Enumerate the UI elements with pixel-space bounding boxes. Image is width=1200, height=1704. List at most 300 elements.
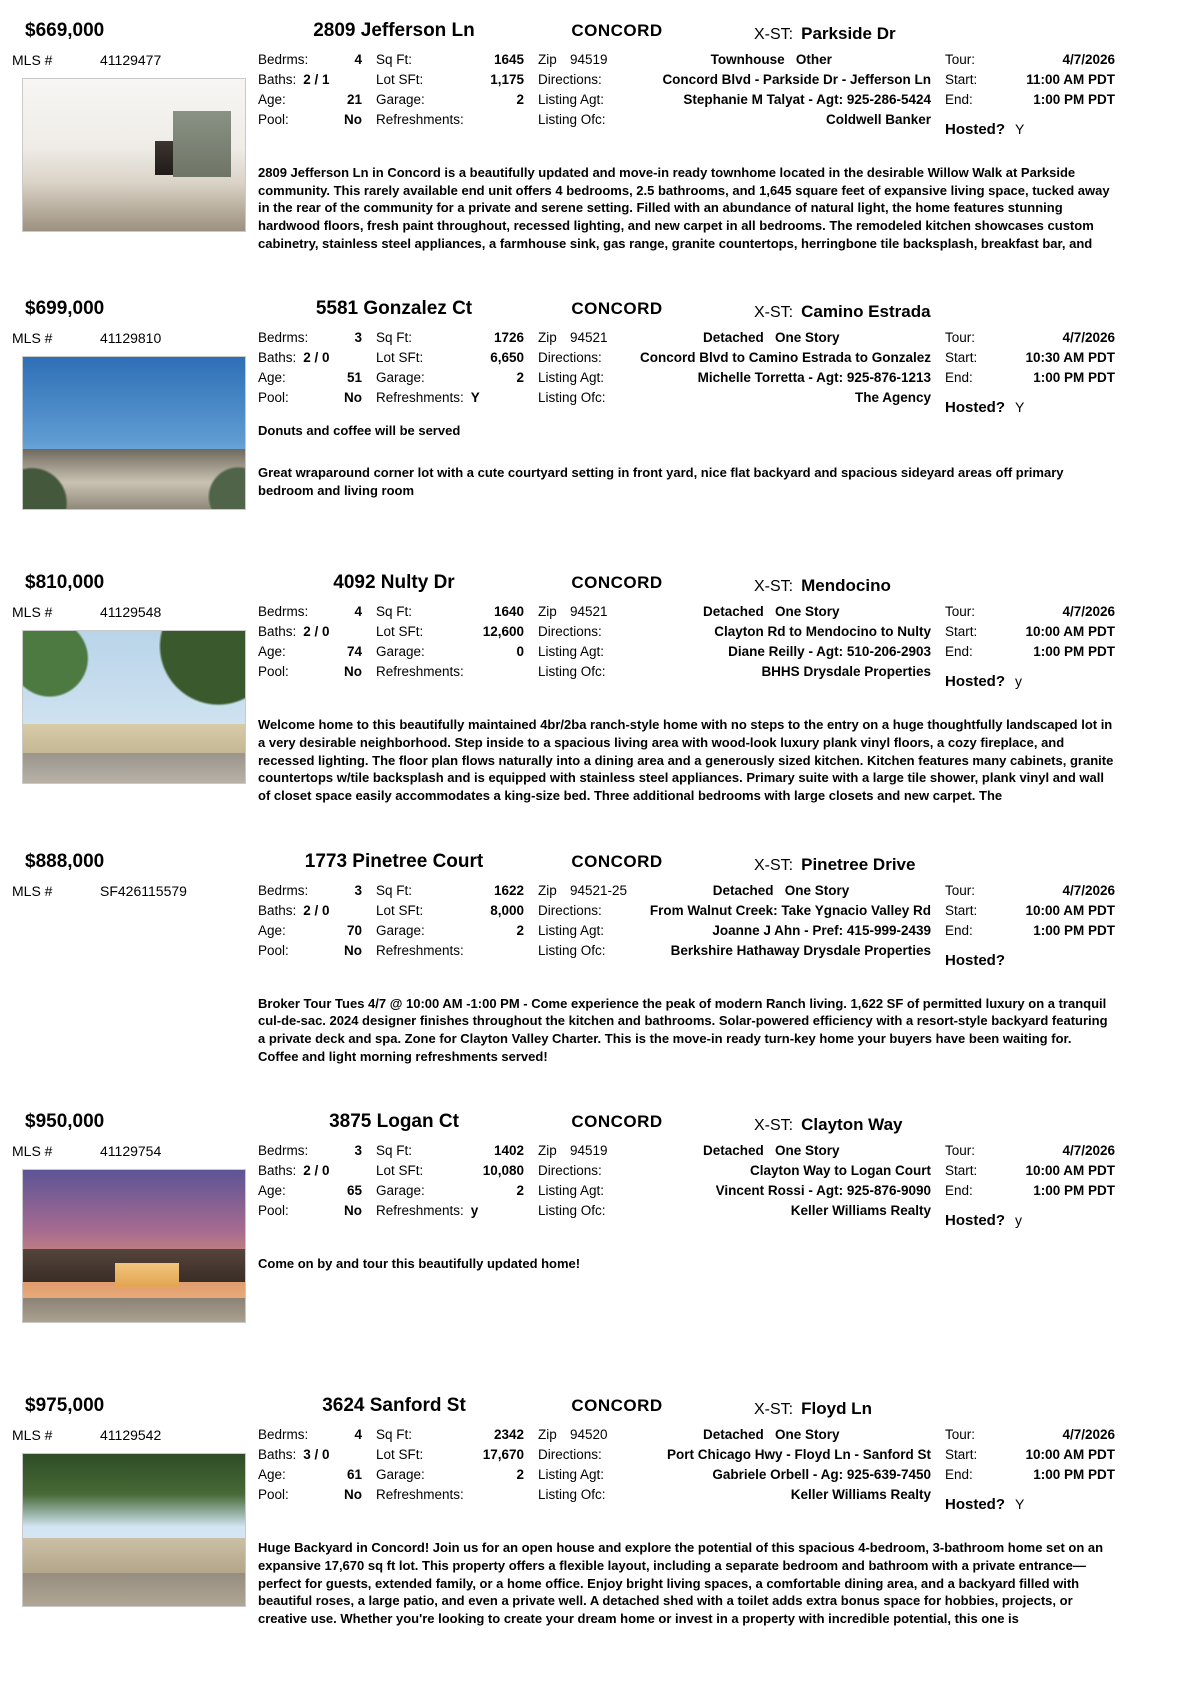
- directions-value: Clayton Way to Logan Court: [750, 1163, 931, 1179]
- listing-left-column: [12, 330, 258, 510]
- directions-label: Directions:: [538, 72, 602, 87]
- end-time-field: [945, 370, 1115, 385]
- zip-value: 94521: [570, 604, 608, 620]
- listing-body: [12, 604, 1115, 804]
- end-time-value: 1:00 PM PDT: [1033, 1467, 1115, 1483]
- refreshments-field: [376, 1487, 524, 1513]
- mls-number: 41129810: [100, 330, 162, 347]
- lot-sqft-value: 12,600: [482, 624, 524, 640]
- tour-date-field: [945, 883, 1115, 898]
- listing-office-label: Listing Ofc:: [538, 1487, 606, 1503]
- zip-label: Zip: [538, 52, 557, 67]
- property-photo: [22, 630, 246, 784]
- listing-details: [258, 1427, 1115, 1513]
- tour-date-field: [945, 1143, 1115, 1158]
- mls-label: MLS #: [12, 604, 53, 621]
- bedrooms-value: 4: [354, 1427, 362, 1443]
- property-photo: [22, 356, 246, 510]
- hosted-label: Hosted?: [945, 951, 1005, 969]
- sqft-field: [376, 1143, 524, 1158]
- listing-left-column: [12, 1427, 258, 1607]
- baths-value: 2 / 0: [303, 1163, 330, 1179]
- bedrooms-value: 4: [354, 604, 362, 620]
- end-time-value: 1:00 PM PDT: [1033, 92, 1115, 107]
- listing-office-label: Listing Ofc:: [538, 942, 606, 958]
- start-time-value: 10:00 AM PDT: [1025, 1163, 1115, 1179]
- mls-number: 41129542: [100, 1427, 162, 1444]
- property-photo: [22, 1453, 246, 1607]
- refreshments-label: Refreshments:: [376, 112, 464, 127]
- pool-field: [258, 1203, 362, 1229]
- listing-card: [12, 1395, 1115, 1627]
- baths-label: Baths:: [258, 624, 297, 640]
- age-label: Age:: [258, 1183, 286, 1199]
- refreshments-field: [376, 1203, 524, 1229]
- listing-price: $810,000: [25, 572, 105, 594]
- garage-field: [376, 644, 524, 659]
- pool-value: No: [344, 1487, 362, 1503]
- bedrooms-label: Bedrms:: [258, 330, 309, 346]
- lot-sqft-label: Lot SFt:: [376, 72, 424, 87]
- garage-field: [376, 1467, 524, 1482]
- sqft-value: 1645: [493, 52, 524, 67]
- start-time-value: 10:00 AM PDT: [1025, 1447, 1115, 1463]
- listing-agent-value: Vincent Rossi - Agt: 925-876-9090: [715, 1183, 931, 1199]
- directions-field: [538, 1447, 931, 1462]
- listing-left-column: [12, 52, 258, 232]
- listing-agent-field: [538, 923, 931, 938]
- listing-body: [12, 1143, 1115, 1323]
- mls-number: 41129548: [100, 604, 162, 621]
- end-label: End:: [945, 370, 973, 386]
- listing-right-column: [258, 604, 1115, 804]
- cross-street-label: X-ST:: [754, 1117, 794, 1135]
- hosted-field: [945, 121, 1115, 138]
- listing-agent-field: [538, 644, 931, 659]
- end-time-field: [945, 1467, 1115, 1482]
- tour-date-field: [945, 52, 1115, 67]
- listing-agent-field: [538, 370, 931, 385]
- listing-agent-value: Diane Reilly - Agt: 510-206-2903: [728, 644, 931, 660]
- end-time-field: [945, 923, 1115, 938]
- listing-right-column: [258, 52, 1115, 252]
- baths-value: 2 / 0: [303, 902, 330, 918]
- cross-street-label: X-ST:: [754, 578, 794, 596]
- zip-type-field: [538, 1427, 931, 1442]
- listing-price: $669,000: [25, 20, 105, 41]
- garage-label: Garage:: [376, 370, 425, 386]
- garage-value: 2: [516, 1467, 524, 1483]
- garage-label: Garage:: [376, 922, 425, 938]
- start-time-field: [945, 72, 1115, 87]
- cross-street-value: Clayton Way: [801, 1115, 903, 1135]
- baths-label: Baths:: [258, 1163, 297, 1179]
- cross-street-label: X-ST:: [754, 26, 794, 43]
- pool-value: No: [344, 390, 362, 406]
- tour-date-value: 4/7/2026: [1062, 604, 1115, 620]
- cross-street-label: X-ST:: [754, 304, 794, 322]
- mls-number: 41129477: [100, 52, 162, 68]
- start-label: Start:: [945, 1163, 978, 1179]
- listing-description: Come on by and tour this beautifully updated home!: [258, 1256, 581, 1272]
- baths-value: 3 / 0: [303, 1447, 330, 1463]
- listing-office-field: [538, 390, 931, 416]
- bedrooms-field: [258, 1143, 362, 1158]
- bedrooms-label: Bedrms:: [258, 1427, 309, 1443]
- listing-details: [258, 883, 1115, 969]
- sqft-field: [376, 330, 524, 345]
- listing-right-column: [258, 1143, 1115, 1273]
- directions-label: Directions:: [538, 350, 602, 366]
- listing-header: [12, 1111, 1115, 1133]
- end-label: End:: [945, 92, 973, 107]
- mls-label: MLS #: [12, 52, 53, 68]
- listing-agent-field: [538, 1183, 931, 1198]
- mls-row: [12, 52, 258, 68]
- sqft-label: Sq Ft:: [376, 882, 413, 898]
- cross-street-label: X-ST:: [754, 856, 794, 874]
- garage-value: 2: [516, 1183, 524, 1199]
- age-field: [258, 1183, 362, 1198]
- listing-city: CONCORD: [571, 1112, 663, 1132]
- garage-value: 0: [516, 644, 524, 660]
- directions-field: [538, 72, 931, 87]
- age-value: 74: [346, 644, 362, 660]
- garage-field: [376, 370, 524, 385]
- hosted-label: Hosted?: [945, 1212, 1005, 1230]
- property-photo: [22, 1169, 246, 1323]
- tour-date-value: 4/7/2026: [1062, 1427, 1115, 1443]
- listing-header: [12, 1395, 1115, 1417]
- listing-left-column: [12, 1143, 258, 1323]
- listing-right-column: [258, 330, 1115, 499]
- listing-city: CONCORD: [571, 851, 663, 871]
- listing-agent-field: [538, 1467, 931, 1482]
- property-type: Detached One Story: [703, 330, 840, 346]
- cross-street: [692, 302, 1115, 322]
- listing-office-value: Coldwell Banker: [825, 112, 931, 127]
- tour-label: Tour:: [945, 1143, 976, 1159]
- zip-value: 94521: [570, 330, 608, 346]
- listing-address: 1773 Pinetree Court: [304, 850, 484, 872]
- sqft-field: [376, 52, 524, 67]
- tour-label: Tour:: [945, 52, 976, 67]
- tour-date-field: [945, 1427, 1115, 1442]
- listing-body: [12, 1427, 1115, 1627]
- garage-value: 2: [516, 370, 524, 386]
- listing-description: 2809 Jefferson Ln in Concord is a beautifully updated and move-in ready townhome located in the desirable Willow Walk at Parkside community. This rarely available end unit offers 4 bedrooms, 2.5 bathrooms, and 1,645 square feet of expansive living space, tucked away in the rear of the community for a private and serene setting. Filled with an abundance of natural light, the home features stunning hardwood floors, fresh paint throughout, recessed lighting, and new carpet in all bedrooms. The remodeled kitchen showcases custom cabinetry, stainless steel appliances, a farmhouse sink, gas range, granite countertops, herringbone tile backsplash, breakfast bar, and: [258, 165, 1110, 251]
- listing-right-column: [258, 883, 1115, 1066]
- garage-field: [376, 923, 524, 938]
- cross-street-label: X-ST:: [754, 1401, 794, 1419]
- bedrooms-label: Bedrms:: [258, 882, 309, 898]
- cross-street-value: Mendocino: [801, 576, 891, 596]
- start-label: Start:: [945, 624, 978, 640]
- pool-value: No: [344, 942, 362, 958]
- baths-label: Baths:: [258, 350, 297, 366]
- baths-label: Baths:: [258, 902, 297, 918]
- listing-office-label: Listing Ofc:: [538, 390, 606, 406]
- pool-value: No: [344, 664, 362, 680]
- zip-label: Zip: [538, 882, 557, 898]
- sqft-label: Sq Ft:: [376, 1427, 413, 1443]
- zip-value: 94519: [570, 52, 608, 67]
- listing-details: [258, 1143, 1115, 1229]
- bedrooms-value: 3: [354, 1143, 362, 1159]
- listing-city: CONCORD: [571, 299, 663, 319]
- listing-agent-label: Listing Agt:: [538, 1467, 605, 1483]
- sqft-field: [376, 604, 524, 619]
- cross-street: [692, 576, 1115, 596]
- sqft-label: Sq Ft:: [376, 604, 413, 620]
- pool-field: [258, 1487, 362, 1513]
- zip-type-field: [538, 330, 931, 345]
- pool-label: Pool:: [258, 942, 289, 958]
- end-time-value: 1:00 PM PDT: [1033, 922, 1115, 938]
- zip-type-field: [538, 52, 931, 67]
- listing-agent-label: Listing Agt:: [538, 370, 605, 386]
- refreshments-label: Refreshments:: [376, 1203, 464, 1219]
- age-label: Age:: [258, 370, 286, 386]
- directions-field: [538, 1163, 931, 1178]
- property-type: Detached One Story: [703, 1143, 840, 1159]
- bedrooms-label: Bedrms:: [258, 604, 309, 620]
- age-field: [258, 92, 362, 107]
- lot-sqft-label: Lot SFt:: [376, 1163, 424, 1179]
- listing-office-value: The Agency: [854, 390, 931, 406]
- listing-city: CONCORD: [571, 21, 663, 40]
- listing-description: Huge Backyard in Concord! Join us for an open house and explore the potential of this spacious 4-bedroom, 3-bathroom home set on an expansive 17,670 sq ft lot. This property offers a flexible layout, including a separate bedroom and bathroom with a private entrance—perfect for guests, extended family, or a home office. Enjoy bright living spaces, a comfortable dining area, and a backyard filled with beautiful roses, a large patio, and even a private well. A detached shed with a toilet adds extra bonus space for hobbies, projects, or creative use. Whether you're looking to create your dream home or invest in a property with incredible potential, this one is: [258, 1540, 1104, 1627]
- listing-agent-label: Listing Agt:: [538, 922, 605, 938]
- listing-agent-label: Listing Agt:: [538, 644, 605, 660]
- sqft-field: [376, 1427, 524, 1442]
- sqft-value: 1622: [493, 882, 524, 898]
- lot-sqft-field: [376, 903, 524, 918]
- age-field: [258, 1467, 362, 1482]
- tour-label: Tour:: [945, 330, 976, 346]
- bedrooms-field: [258, 330, 362, 345]
- listing-description: Broker Tour Tues 4/7 @ 10:00 AM -1:00 PM - Come experience the peak of modern Ranch living. 1,622 SF of permitted luxury on a tranquil cul-de-sac. 2024 designer finishes throughout the kitchen and bathrooms. Solar-powered efficiency with a resort-style backyard featuring a private deck and spa. Zone for Clayton Valley Charter. This is the move-in ready turn-key home your buyers have been waiting for. Coffee and light morning refreshments served!: [258, 995, 1108, 1064]
- refreshments-field: [376, 664, 524, 690]
- listing-agent-value: Stephanie M Talyat - Agt: 925-286-5424: [683, 92, 931, 107]
- hosted-label: Hosted?: [945, 121, 1005, 138]
- lot-sqft-value: 6,650: [490, 350, 524, 366]
- sqft-value: 1402: [493, 1143, 524, 1159]
- garage-label: Garage:: [376, 644, 425, 660]
- age-field: [258, 370, 362, 385]
- bedrooms-field: [258, 1427, 362, 1442]
- property-type: Detached One Story: [703, 604, 840, 620]
- lot-sqft-field: [376, 350, 524, 365]
- listing-price: $888,000: [25, 850, 105, 872]
- refreshments-label: Refreshments:: [376, 1487, 464, 1503]
- hosted-value: y: [1015, 673, 1022, 690]
- listing-city: CONCORD: [571, 1396, 663, 1416]
- start-time-value: 10:00 AM PDT: [1025, 624, 1115, 640]
- directions-value: From Walnut Creek: Take Ygnacio Valley Rd: [649, 902, 931, 918]
- pool-field: [258, 943, 362, 969]
- lot-sqft-value: 10,080: [482, 1163, 524, 1179]
- end-time-field: [945, 1183, 1115, 1198]
- pool-field: [258, 390, 362, 416]
- listing-agent-label: Listing Agt:: [538, 92, 605, 107]
- listing-office-field: [538, 1487, 931, 1513]
- directions-value: Concord Blvd to Camino Estrada to Gonzalez: [639, 350, 931, 366]
- lot-sqft-label: Lot SFt:: [376, 350, 424, 366]
- baths-field: [258, 1163, 362, 1178]
- pool-field: [258, 664, 362, 690]
- zip-value: 94521-25: [570, 882, 628, 898]
- end-time-value: 1:00 PM PDT: [1033, 370, 1115, 386]
- listing-card: [12, 572, 1115, 804]
- age-field: [258, 923, 362, 938]
- start-time-field: [945, 903, 1115, 918]
- listing-header: [12, 298, 1115, 320]
- bedrooms-field: [258, 604, 362, 619]
- pool-label: Pool:: [258, 664, 289, 680]
- lot-sqft-field: [376, 72, 524, 87]
- listing-address: 5581 Gonzalez Ct: [315, 298, 473, 320]
- baths-label: Baths:: [258, 1447, 297, 1463]
- lot-sqft-label: Lot SFt:: [376, 902, 424, 918]
- listing-right-column: [258, 1427, 1115, 1627]
- directions-label: Directions:: [538, 1447, 602, 1463]
- mls-label: MLS #: [12, 1143, 53, 1160]
- bedrooms-value: 3: [354, 330, 362, 346]
- bedrooms-field: [258, 883, 362, 898]
- hosted-field: [945, 673, 1115, 690]
- listing-body: [12, 883, 1115, 1066]
- hosted-field: [945, 1496, 1115, 1513]
- listing-office-label: Listing Ofc:: [538, 664, 606, 680]
- directions-label: Directions:: [538, 624, 602, 640]
- property-photo: [22, 78, 246, 232]
- directions-value: Port Chicago Hwy - Floyd Ln - Sanford St: [666, 1447, 931, 1463]
- cross-street: [692, 1115, 1115, 1135]
- listing-agent-label: Listing Agt:: [538, 1183, 605, 1199]
- listing-details: [258, 604, 1115, 690]
- lot-sqft-label: Lot SFt:: [376, 624, 424, 640]
- cross-street: [692, 855, 1115, 875]
- listing-price: $975,000: [25, 1395, 105, 1417]
- listing-address: 4092 Nulty Dr: [333, 572, 455, 594]
- age-value: 61: [346, 1467, 362, 1483]
- mls-label: MLS #: [12, 1427, 53, 1444]
- hosted-field: [945, 952, 1115, 969]
- refreshments-field: [376, 943, 524, 969]
- listing-agent-field: [538, 92, 931, 107]
- property-type: Detached One Story: [703, 1427, 840, 1443]
- start-time-field: [945, 624, 1115, 639]
- listing-agent-value: Michelle Torretta - Agt: 925-876-1213: [697, 370, 931, 386]
- sqft-value: 1726: [493, 330, 524, 346]
- listing-office-field: [538, 664, 931, 690]
- hosted-value: Y: [1015, 121, 1025, 137]
- end-label: End:: [945, 922, 973, 938]
- mls-row: [12, 1143, 258, 1159]
- directions-value: Clayton Rd to Mendocino to Nulty: [714, 624, 931, 640]
- listing-header: [12, 20, 1115, 42]
- listing-description: Welcome home to this beautifully maintained 4br/2ba ranch-style home with no steps to the entry on a huge thoughtfully landscaped lot in a very desirable neighborhood. Step inside to a spacious living area with wood-look luxury plank vinyl floors, a cozy fireplace, and recessed lighting. The floor plan flows naturally into a dining area and a generously sized kitchen. Kitchen features many cabinets, granite countertops w/tile backsplash and is equipped with stainless steel appliances. Primary suite with a large tile shower, plank vinyl and wall of closet space easily accommodates a king-size bed. Three additional bedrooms with large closets and new carpet. The: [258, 717, 1114, 804]
- cross-street: [692, 1399, 1115, 1419]
- baths-value: 2 / 0: [303, 350, 330, 366]
- age-label: Age:: [258, 922, 286, 938]
- end-time-field: [945, 644, 1115, 659]
- start-label: Start:: [945, 902, 978, 918]
- listing-body: [12, 52, 1115, 252]
- listing-address: 3875 Logan Ct: [329, 1111, 459, 1133]
- property-type: Townhouse Other: [710, 52, 832, 67]
- baths-value: 2 / 0: [303, 624, 330, 640]
- pool-value: No: [344, 112, 362, 127]
- age-value: 21: [346, 92, 362, 107]
- lot-sqft-value: 8,000: [490, 902, 524, 918]
- pool-label: Pool:: [258, 1487, 289, 1503]
- directions-field: [538, 350, 931, 365]
- hosted-field: [945, 1212, 1115, 1229]
- tour-date-value: 4/7/2026: [1062, 52, 1115, 67]
- zip-label: Zip: [538, 1143, 557, 1159]
- hosted-label: Hosted?: [945, 1496, 1005, 1514]
- age-value: 65: [346, 1183, 362, 1199]
- baths-field: [258, 350, 362, 365]
- lot-sqft-label: Lot SFt:: [376, 1447, 424, 1463]
- refreshments-value: Y: [470, 390, 480, 406]
- end-time-value: 1:00 PM PDT: [1033, 1183, 1115, 1199]
- garage-label: Garage:: [376, 1183, 425, 1199]
- mls-row: [12, 604, 258, 620]
- listing-address: 2809 Jefferson Ln: [313, 20, 475, 41]
- sqft-value: 1640: [493, 604, 524, 620]
- garage-value: 2: [516, 92, 524, 107]
- zip-label: Zip: [538, 1427, 557, 1443]
- sqft-value: 2342: [493, 1427, 524, 1443]
- listing-note: Donuts and coffee will be served: [258, 423, 461, 439]
- listing-card: [12, 298, 1115, 510]
- garage-field: [376, 1183, 524, 1198]
- end-label: End:: [945, 644, 973, 660]
- end-label: End:: [945, 1183, 973, 1199]
- listing-office-value: Keller Williams Realty: [790, 1203, 931, 1219]
- listing-office-label: Listing Ofc:: [538, 112, 606, 127]
- listing-header: [12, 572, 1115, 594]
- mls-label: MLS #: [12, 330, 53, 347]
- listing-office-label: Listing Ofc:: [538, 1203, 606, 1219]
- mls-number: 41129754: [100, 1143, 162, 1160]
- listing-price: $699,000: [25, 298, 105, 320]
- lot-sqft-value: 1,175: [490, 72, 524, 87]
- listing-office-value: Berkshire Hathaway Drysdale Properties: [670, 942, 931, 958]
- zip-type-field: [538, 1143, 931, 1158]
- tour-label: Tour:: [945, 882, 976, 898]
- start-time-field: [945, 1163, 1115, 1178]
- garage-label: Garage:: [376, 1467, 425, 1483]
- age-label: Age:: [258, 644, 286, 660]
- listing-office-field: [538, 112, 931, 138]
- baths-field: [258, 903, 362, 918]
- sqft-label: Sq Ft:: [376, 330, 413, 346]
- sqft-label: Sq Ft:: [376, 1143, 413, 1159]
- listing-office-field: [538, 943, 931, 969]
- mls-number: SF426115579: [100, 882, 187, 899]
- listing-office-value: BHHS Drysdale Properties: [761, 664, 931, 680]
- pool-label: Pool:: [258, 112, 289, 127]
- listing-office-value: Keller Williams Realty: [790, 1487, 931, 1503]
- listings: [12, 20, 1115, 1628]
- end-time-field: [945, 92, 1115, 107]
- pool-label: Pool:: [258, 1203, 289, 1219]
- listing-price: $950,000: [25, 1111, 105, 1133]
